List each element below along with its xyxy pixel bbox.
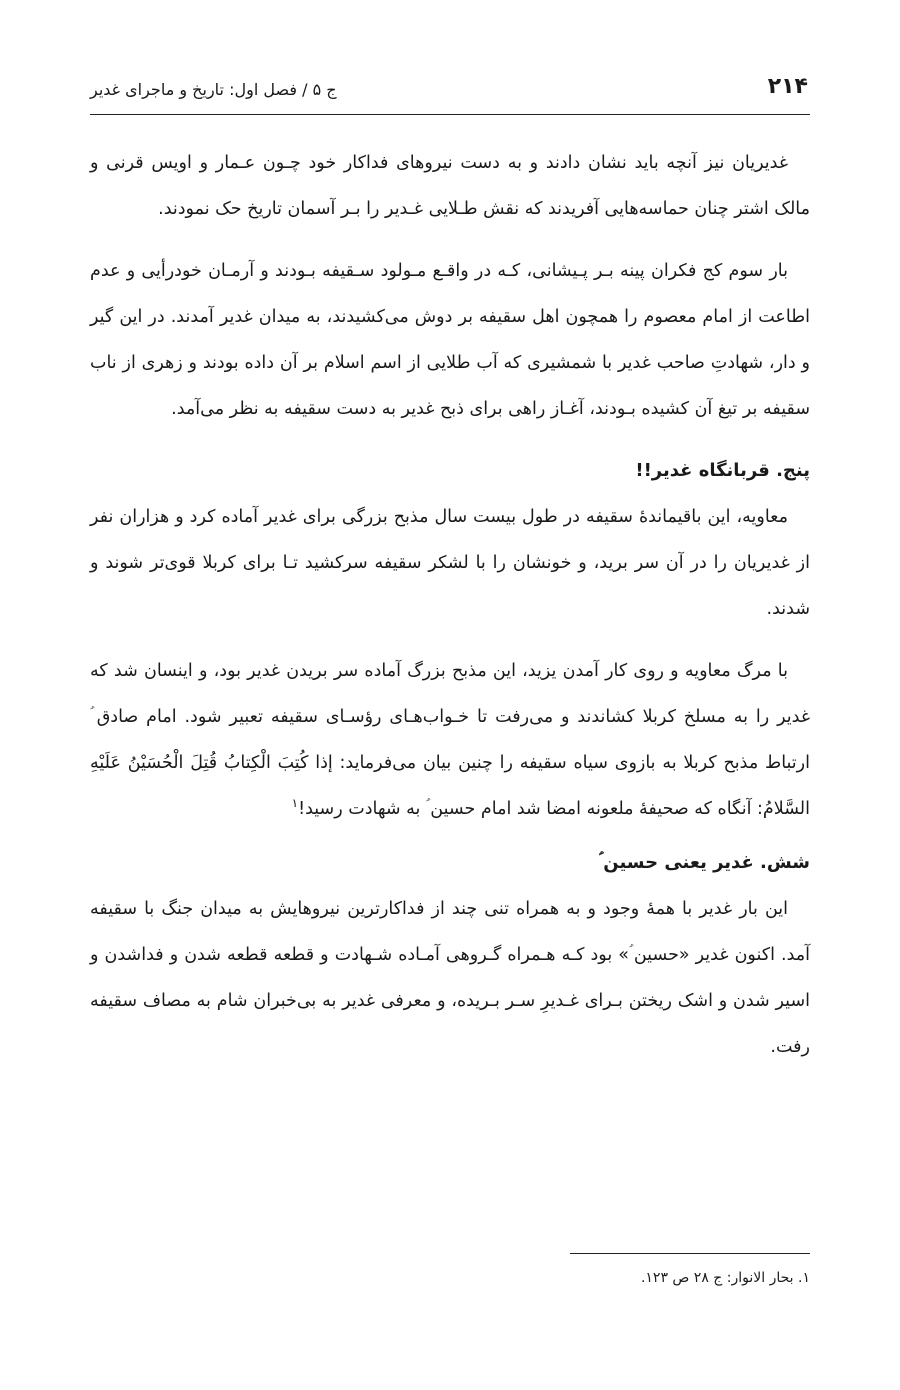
footnote-reference: ۱ xyxy=(291,796,299,811)
paragraph-1: غدیریان نیز آنچه باید نشان دادند و به دست نیروهای فداکار خود چـون عـمار و اویس قرنی و مالک اشتر چنان حماسه‌هایی آفریدند که نقش طـلایی غـدیر را بـر آسمان تاریخ حک نمودند. xyxy=(90,153,810,219)
footnote-divider xyxy=(570,1253,810,1254)
page-header xyxy=(90,70,810,115)
page-number: ۲۱۴ xyxy=(767,74,808,99)
book-page xyxy=(90,0,810,1390)
paragraph-3: معاویه، این باقیماندۀ سقیفه در طول بیست سال مذبح بزرگی برای غدیر آماده کرد و هزاران نفر از غدیریان را در آن سر برید، و خونشان را با لشکر سقیفه سرکشید تـا برای کربلا قوی‌تر شوند و شدند. xyxy=(90,507,810,619)
page-body xyxy=(90,140,810,1086)
section-heading-5: پنج. قربانگاه غدیر!! xyxy=(635,460,810,481)
section-heading-6: شش. غدیر یعنی حسین ؑ xyxy=(598,852,810,873)
footnote: ۱. بحار الانوار: ج ۲۸ ص ۱۲۳. xyxy=(640,1270,810,1286)
paragraph-4 xyxy=(90,648,810,832)
paragraph-2: بار سوم کج فکران پینه بـر پـیشانی، کـه در واقـع مـولود سـقیفه بـودند و آرمـان خودرأیی و عدم اطاعت از امام معصوم را همچون اهل سقیفه بر دوش می‌کشیدند، به میدان غدیر آمدند. در این گیر و دار، شهادتِ صاحب غدیر با شمشیری که آب طلایی از اسم اسلام بر آن داده بودند و زهری از ناب سقیفه بر تیغ آن کشیده بـودند، آغـاز راهی برای ذبح غدیر به دست سقیفه به نظر می‌آمد. xyxy=(90,261,810,419)
paragraph-4-text: با مرگ معاویه و روی کار آمدن یزید، این مذبح بزرگ آماده سر بریدن غدیر بود، و اینسان شد که غدیر را به مسلخ کربلا کشاندند و می‌رفت تا خـواب‌هـای رؤسـای سقیفه تعبیر شود. امام صادق ؑ ارتباط مذبح کربلا به بازوی سیاه سقیفه را چنین بیان می‌فرماید: إذا کُتِبَ الْکِتابُ قُتِلَ الْحُسَیْنُ عَلَیْهِ السَّلامُ: آنگاه که صحیفۀ ملعونه امضا شد امام حسین ؑ به شهادت رسید! xyxy=(90,661,810,819)
paragraph-5: این بار غدیر با همۀ وجود و به همراه تنی چند از فداکارترین نیروهایش به میدان جنگ با سقیفه آمد. اکنون غدیر «حسین ؑ» بود کـه هـمراه گـروهی آمـاده شـهادت و قطعه قطعه شدن و فداشدن و اسیر شدن و اشک ریختن بـرای غـدیرِ سـر بـریده، و معرفی غدیر به بی‌خبران شام به مصاف سقیفه رفت. xyxy=(90,899,810,1057)
running-head: ج ۵ / فصل اول: تاریخ و ماجرای غدیر xyxy=(90,80,337,99)
